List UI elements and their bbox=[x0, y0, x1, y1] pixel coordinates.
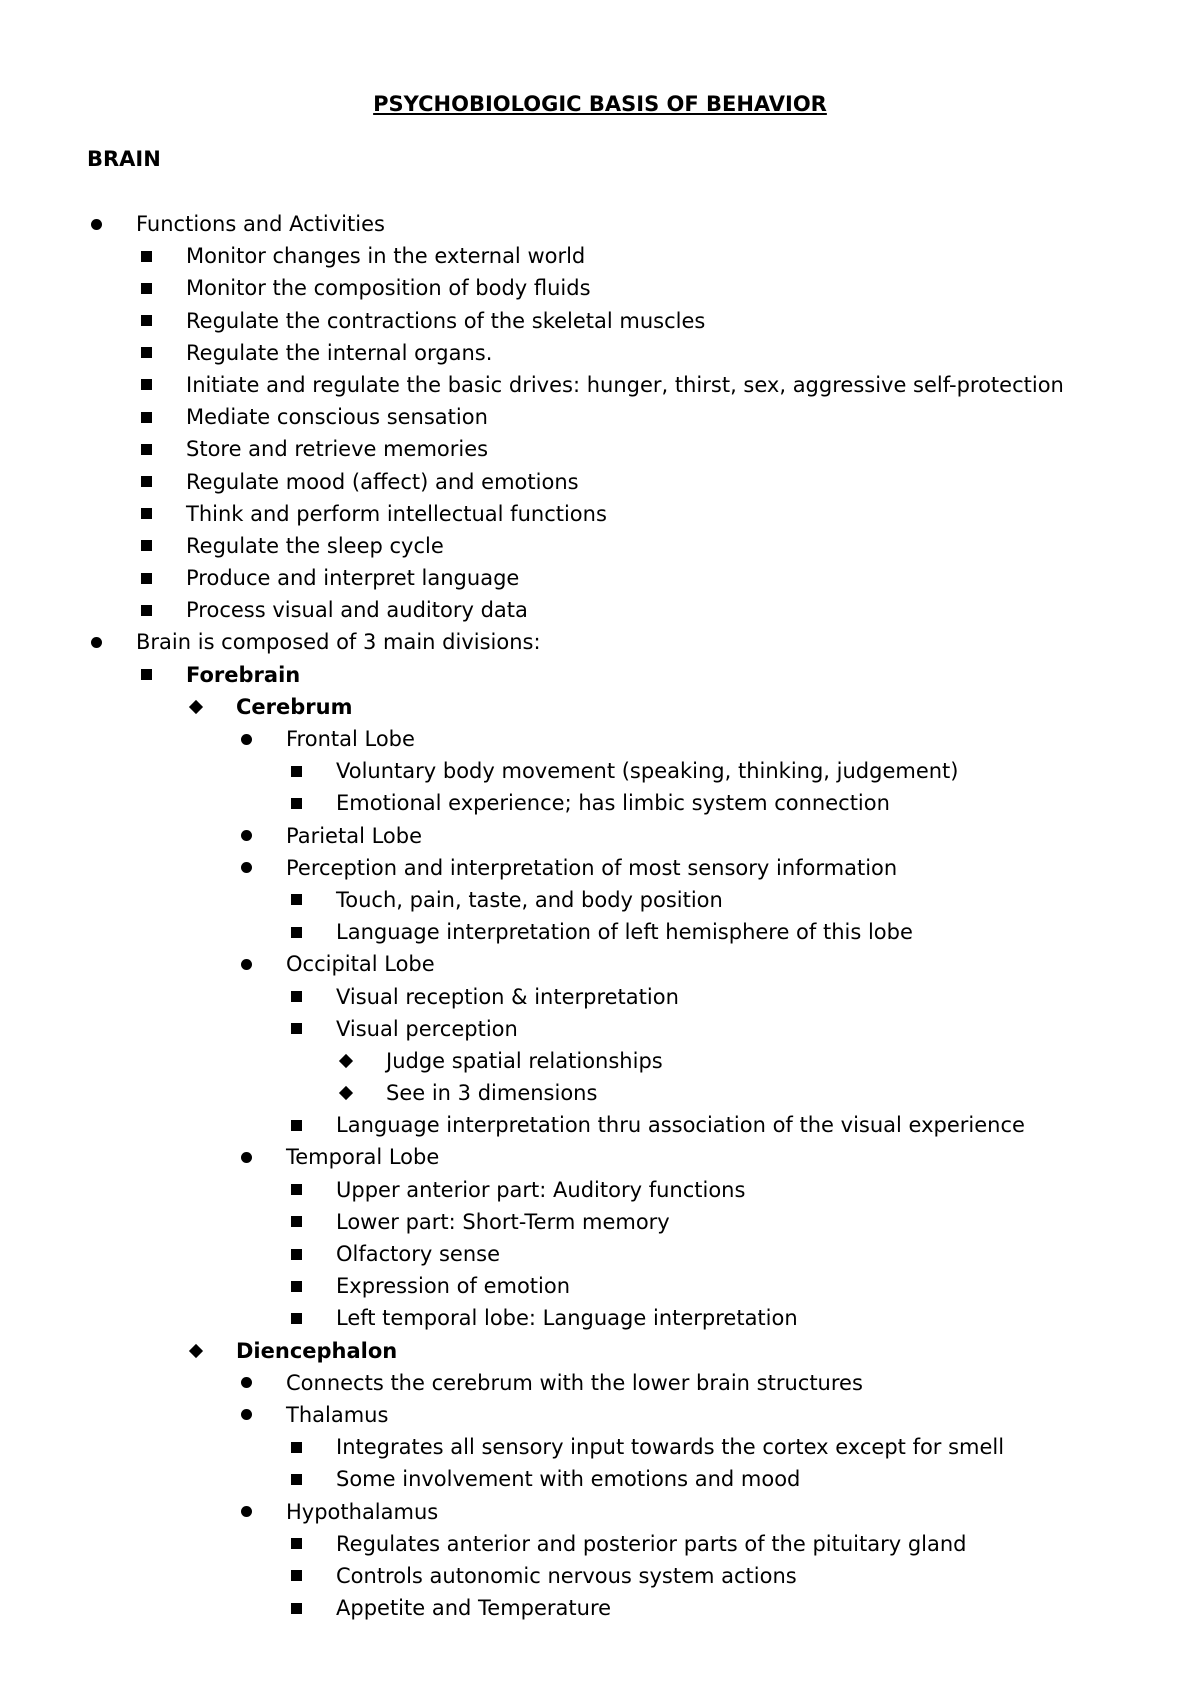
bullet-square-icon bbox=[286, 1562, 306, 1590]
list-item bbox=[0, 339, 1200, 371]
outline-list bbox=[0, 210, 1200, 1626]
list-item bbox=[0, 274, 1200, 306]
list-item-text: Emotional experience; has limbic system connection bbox=[336, 791, 890, 816]
list-item bbox=[0, 1304, 1200, 1336]
bullet-square-icon bbox=[286, 1594, 306, 1622]
list-item-text: Language interpretation of left hemisphere of this lobe bbox=[336, 920, 913, 945]
list-item bbox=[0, 1143, 1200, 1175]
list-item-text: Left temporal lobe: Language interpretation bbox=[336, 1306, 798, 1331]
list-item bbox=[0, 1369, 1200, 1401]
bullet-square-icon bbox=[286, 1465, 306, 1493]
bullet-dot-icon bbox=[236, 854, 256, 882]
list-item bbox=[0, 1337, 1200, 1369]
bullet-dot-icon bbox=[236, 1369, 256, 1397]
list-item-text: Perception and interpretation of most sensory information bbox=[286, 855, 898, 880]
bullet-diamond-icon bbox=[186, 1337, 206, 1365]
bullet-dot-icon bbox=[236, 822, 256, 850]
bullet-dot-icon bbox=[86, 210, 106, 238]
bullet-diamond-icon bbox=[336, 1047, 356, 1075]
bullet-square-icon bbox=[136, 307, 156, 335]
list-item-text: Monitor changes in the external world bbox=[186, 244, 586, 269]
list-item bbox=[0, 1433, 1200, 1465]
list-item bbox=[0, 1047, 1200, 1079]
list-item-text: Judge spatial relationships bbox=[386, 1048, 663, 1073]
list-item-text: Mediate conscious sensation bbox=[186, 405, 488, 430]
bullet-square-icon bbox=[286, 1240, 306, 1268]
list-item-text: Initiate and regulate the basic drives: hunger, thirst, sex, aggressive self-protection bbox=[186, 372, 1064, 397]
list-item-text: Regulate the sleep cycle bbox=[186, 533, 444, 558]
bullet-square-icon bbox=[286, 1433, 306, 1461]
list-item bbox=[0, 1079, 1200, 1111]
list-item bbox=[0, 854, 1200, 886]
list-item-text: Visual perception bbox=[336, 1016, 518, 1041]
list-item-text: Upper anterior part: Auditory functions bbox=[336, 1177, 746, 1202]
list-item bbox=[0, 757, 1200, 789]
bullet-dot-icon bbox=[236, 1401, 256, 1429]
list-item bbox=[0, 1594, 1200, 1626]
list-item bbox=[0, 1111, 1200, 1143]
list-item bbox=[0, 822, 1200, 854]
list-item-text: Brain is composed of 3 main divisions: bbox=[136, 630, 541, 655]
bullet-dot-icon bbox=[86, 628, 106, 656]
list-item bbox=[0, 693, 1200, 725]
list-item bbox=[0, 950, 1200, 982]
bullet-square-icon bbox=[286, 1176, 306, 1204]
bullet-square-icon bbox=[286, 1530, 306, 1558]
list-item bbox=[0, 918, 1200, 950]
bullet-diamond-icon bbox=[186, 693, 206, 721]
list-item bbox=[0, 435, 1200, 467]
bullet-square-icon bbox=[136, 596, 156, 624]
list-item-text: Appetite and Temperature bbox=[336, 1596, 612, 1621]
bullet-square-icon bbox=[286, 789, 306, 817]
bullet-square-icon bbox=[286, 886, 306, 914]
list-item-text: Integrates all sensory input towards the cortex except for smell bbox=[336, 1435, 1005, 1460]
bullet-diamond-icon bbox=[336, 1079, 356, 1107]
list-item bbox=[0, 468, 1200, 500]
list-item bbox=[0, 789, 1200, 821]
list-item-text: Frontal Lobe bbox=[286, 727, 415, 751]
list-item bbox=[0, 1208, 1200, 1240]
section-heading: BRAIN bbox=[87, 147, 161, 171]
list-item bbox=[0, 564, 1200, 596]
list-item-text: Process visual and auditory data bbox=[186, 598, 528, 623]
list-item bbox=[0, 1465, 1200, 1497]
bullet-square-icon bbox=[286, 918, 306, 946]
list-item-text: Hypothalamus bbox=[286, 1499, 439, 1524]
list-item-text: Expression of emotion bbox=[336, 1274, 571, 1299]
bullet-square-icon bbox=[136, 435, 156, 463]
bullet-square-icon bbox=[286, 1015, 306, 1043]
bullet-square-icon bbox=[136, 403, 156, 431]
bullet-square-icon bbox=[136, 339, 156, 367]
list-item bbox=[0, 532, 1200, 564]
list-item-text: Produce and interpret language bbox=[186, 566, 520, 591]
list-item bbox=[0, 596, 1200, 628]
bullet-square-icon bbox=[136, 371, 156, 399]
list-item-text: Cerebrum bbox=[236, 694, 353, 719]
list-item bbox=[0, 210, 1200, 242]
list-item bbox=[0, 242, 1200, 274]
list-item bbox=[0, 1015, 1200, 1047]
list-item bbox=[0, 628, 1200, 660]
list-item bbox=[0, 886, 1200, 918]
bullet-square-icon bbox=[286, 983, 306, 1011]
list-item bbox=[0, 1530, 1200, 1562]
list-item-text: Diencephalon bbox=[236, 1338, 398, 1363]
bullet-dot-icon bbox=[236, 725, 256, 753]
bullet-square-icon bbox=[286, 1208, 306, 1236]
list-item-text: Regulate mood (affect) and emotions bbox=[186, 469, 579, 494]
list-item bbox=[0, 661, 1200, 693]
bullet-square-icon bbox=[136, 274, 156, 302]
list-item bbox=[0, 725, 1200, 757]
list-item-text: Voluntary body movement (speaking, thinking, judgement) bbox=[336, 759, 959, 784]
list-item bbox=[0, 307, 1200, 339]
list-item-text: Occipital Lobe bbox=[286, 952, 435, 977]
list-item bbox=[0, 1240, 1200, 1272]
list-item-text: Lower part: Short-Term memory bbox=[336, 1209, 670, 1234]
list-item-text: Connects the cerebrum with the lower brain structures bbox=[286, 1370, 863, 1395]
list-item-text: Regulates anterior and posterior parts of the pituitary gland bbox=[336, 1531, 967, 1556]
list-item bbox=[0, 1272, 1200, 1304]
list-item bbox=[0, 500, 1200, 532]
list-item-text: Language interpretation thru association of the visual experience bbox=[336, 1113, 1025, 1138]
list-item-text: Think and perform intellectual functions bbox=[186, 501, 607, 526]
list-item bbox=[0, 403, 1200, 435]
bullet-dot-icon bbox=[236, 950, 256, 978]
bullet-square-icon bbox=[286, 1111, 306, 1139]
list-item-text: Thalamus bbox=[286, 1402, 389, 1427]
bullet-square-icon bbox=[286, 1304, 306, 1332]
list-item bbox=[0, 1562, 1200, 1594]
list-item-text: Controls autonomic nervous system actions bbox=[336, 1563, 797, 1588]
list-item-text: Temporal Lobe bbox=[286, 1145, 440, 1170]
bullet-square-icon bbox=[136, 661, 156, 689]
bullet-square-icon bbox=[286, 757, 306, 785]
bullet-square-icon bbox=[136, 500, 156, 528]
list-item-text: Store and retrieve memories bbox=[186, 437, 489, 462]
bullet-square-icon bbox=[136, 242, 156, 270]
list-item-text: Some involvement with emotions and mood bbox=[336, 1467, 801, 1492]
list-item-text: See in 3 dimensions bbox=[386, 1081, 598, 1106]
list-item-text: Regulate the internal organs. bbox=[186, 340, 493, 365]
list-item bbox=[0, 1498, 1200, 1530]
list-item bbox=[0, 1176, 1200, 1208]
list-item bbox=[0, 1401, 1200, 1433]
list-item-text: Regulate the contractions of the skeletal muscles bbox=[186, 308, 706, 333]
bullet-square-icon bbox=[136, 564, 156, 592]
bullet-dot-icon bbox=[236, 1143, 256, 1171]
list-item-text: Functions and Activities bbox=[136, 212, 385, 236]
bullet-square-icon bbox=[136, 468, 156, 496]
list-item-text: Monitor the composition of body fluids bbox=[186, 276, 591, 301]
bullet-square-icon bbox=[286, 1272, 306, 1300]
list-item-text: Forebrain bbox=[186, 662, 301, 687]
list-item-text: Olfactory sense bbox=[336, 1242, 501, 1266]
list-item bbox=[0, 983, 1200, 1015]
bullet-square-icon bbox=[136, 532, 156, 560]
list-item-text: Touch, pain, taste, and body position bbox=[336, 887, 723, 912]
list-item bbox=[0, 371, 1200, 403]
bullet-dot-icon bbox=[236, 1498, 256, 1526]
list-item-text: Parietal Lobe bbox=[286, 823, 423, 848]
document-title: PSYCHOBIOLOGIC BASIS OF BEHAVIOR bbox=[373, 92, 827, 116]
list-item-text: Visual reception & interpretation bbox=[336, 984, 679, 1009]
